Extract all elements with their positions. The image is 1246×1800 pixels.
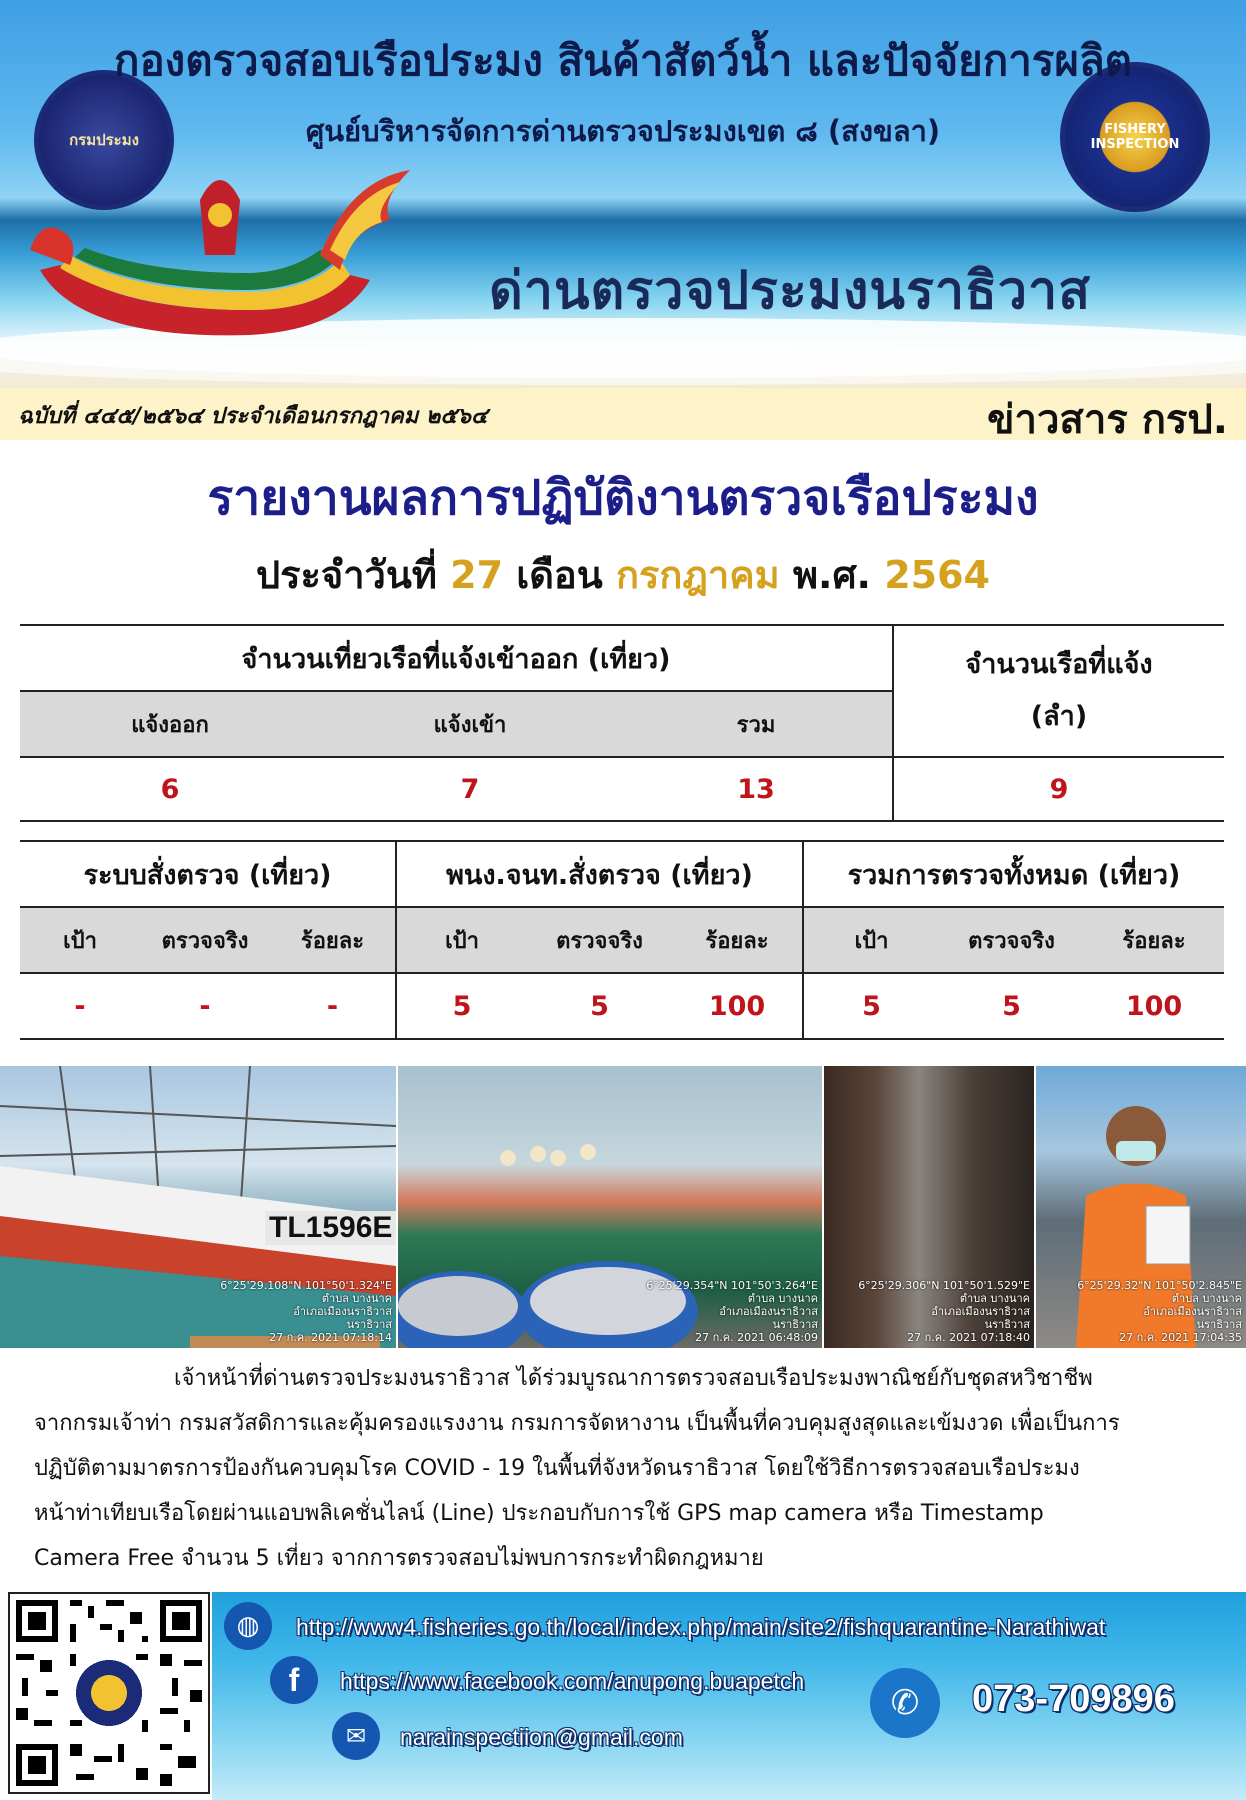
photo-fishing-boat <box>0 1066 396 1348</box>
total-percent: 100 <box>1084 973 1224 1039</box>
officer-actual: 5 <box>527 973 672 1039</box>
phone-number[interactable]: 073-709896 <box>972 1678 1175 1720</box>
qr-code[interactable] <box>8 1592 210 1794</box>
boats-header-line2: (ลำ) <box>1030 701 1088 732</box>
system-target: - <box>20 973 140 1039</box>
col-out-header: แจ้งออก <box>20 691 320 757</box>
percent-header: ร้อยละ <box>270 907 396 973</box>
office-name: ด่านตรวจประมงนราธิวาส <box>489 261 1091 321</box>
photo-crew-document <box>1036 1066 1246 1348</box>
report-date <box>0 544 1246 605</box>
gps-coords: 6°25'29.108"N 101°50'1.324"E <box>220 1279 392 1292</box>
gps-timestamp: 27 ก.ค. 2021 07:18:14 <box>269 1331 392 1344</box>
gps-stamp <box>858 1279 1030 1344</box>
email-icon: ✉ <box>332 1712 380 1760</box>
gps-stamp <box>220 1279 392 1344</box>
boats-header-line1: จำนวนเรือที่แจ้ง <box>965 649 1153 680</box>
contact-footer <box>212 1592 1246 1800</box>
system-actual: - <box>140 973 270 1039</box>
gps-district: อำเภอเมืองนราธิวาส <box>1143 1305 1242 1318</box>
body-line: Camera Free จำนวน 5 เที่ยว จากการตรวจสอบไม่พบการกระทำผิดกฎหมาย <box>34 1546 764 1571</box>
target-header: เป้า <box>20 907 140 973</box>
date-year-label: พ.ศ. <box>792 553 871 597</box>
group-title-total: รวมการตรวจทั้งหมด (เที่ยว) <box>803 841 1224 907</box>
percent-header: ร้อยละ <box>1084 907 1224 973</box>
gps-coords: 6°25'29.306"N 101°50'1.529"E <box>858 1279 1030 1292</box>
group-title-officer: พนง.จนท.สั่งตรวจ (เที่ยว) <box>396 841 803 907</box>
val-total: 13 <box>620 757 893 821</box>
gps-stamp <box>646 1279 818 1344</box>
gps-district: อำเภอเมืองนราธิวาส <box>293 1305 392 1318</box>
val-out: 6 <box>20 757 320 821</box>
issue-number: ฉบับที่ ๔๔๕/๒๕๖๔ ประจำเดือนกรกฎาคม ๒๕๖๔ <box>18 404 488 429</box>
gps-timestamp: 27 ก.ค. 2021 17:04:35 <box>1119 1331 1242 1344</box>
facebook-link[interactable]: https://www.facebook.com/anupong.buapetch <box>340 1668 805 1694</box>
date-day: 27 <box>450 553 504 597</box>
gps-timestamp: 27 ก.ค. 2021 06:48:09 <box>695 1331 818 1344</box>
gps-province: นราธิวาส <box>772 1318 818 1331</box>
gps-subdistrict: ตำบล บางนาค <box>321 1292 392 1305</box>
target-header: เป้า <box>396 907 527 973</box>
actual-header: ตรวจจริง <box>527 907 672 973</box>
globe-icon: ◍ <box>224 1602 272 1650</box>
total-target: 5 <box>803 973 939 1039</box>
gps-timestamp: 27 ก.ค. 2021 07:18:40 <box>907 1331 1030 1344</box>
korlae-boat-illustration <box>20 160 420 360</box>
hull-number: TL1596E <box>265 1211 396 1245</box>
date-prefix: ประจำวันที่ <box>255 553 437 597</box>
actual-header: ตรวจจริง <box>939 907 1084 973</box>
gps-province: นราธิวาส <box>984 1318 1030 1331</box>
percent-header: ร้อยละ <box>672 907 803 973</box>
col-total-header: รวม <box>620 691 893 757</box>
target-header: เป้า <box>803 907 939 973</box>
facebook-icon: f <box>270 1656 318 1704</box>
total-actual: 5 <box>939 973 1084 1039</box>
email-link[interactable]: narainspectiion@gmail.com <box>400 1724 683 1750</box>
officer-percent: 100 <box>672 973 803 1039</box>
logo-left-text: กรมประมง <box>69 131 139 149</box>
group-title-system: ระบบสั่งตรวจ (เที่ยว) <box>20 841 396 907</box>
actual-header: ตรวจจริง <box>140 907 270 973</box>
photo-hull-inspection <box>824 1066 1034 1348</box>
val-in: 7 <box>320 757 620 821</box>
date-month: กรกฎาคม <box>615 553 780 597</box>
body-line: ปฏิบัติตามมาตรการป้องกันควบคุมโรค COVID - 19 ในพื้นที่จังหวัดนราธิวาส โดยใช้วิธีการตรวจสอบเรือประมง <box>34 1456 1080 1481</box>
inspection-table <box>20 840 1224 1040</box>
gps-province: นราธิวาส <box>1196 1318 1242 1331</box>
date-month-label: เดือน <box>516 553 603 597</box>
system-percent: - <box>270 973 396 1039</box>
val-boats: 9 <box>893 757 1224 821</box>
gps-district: อำเภอเมืองนราธิวาส <box>719 1305 818 1318</box>
officer-target: 5 <box>396 973 527 1039</box>
qr-code-pattern <box>10 1594 208 1792</box>
gps-coords: 6°25'29.354"N 101°50'3.264"E <box>646 1279 818 1292</box>
phone-icon: ✆ <box>870 1668 940 1738</box>
organization-title: กองตรวจสอบเรือประมง สินค้าสัตว์น้ำ และปัจจัยการผลิต <box>114 36 1132 85</box>
gps-subdistrict: ตำบล บางนาค <box>959 1292 1030 1305</box>
logo-right-text: FISHERY INSPECTION <box>1090 122 1180 152</box>
website-link[interactable]: http://www4.fisheries.go.th/local/index.php/main/site2/fishquarantine-Narathiwat <box>296 1614 1106 1640</box>
trips-table <box>20 624 1224 822</box>
report-title: รายงานผลการปฏิบัติงานตรวจเรือประมง <box>207 470 1039 526</box>
boats-header <box>893 625 1224 757</box>
gps-province: นราธิวาส <box>346 1318 392 1331</box>
col-in-header: แจ้งเข้า <box>320 691 620 757</box>
news-label: ข่าวสาร กรป. <box>987 397 1228 443</box>
body-line <box>34 1356 1210 1401</box>
report-body <box>34 1356 1210 1581</box>
gps-subdistrict: ตำบล บางนาค <box>1171 1292 1242 1305</box>
body-line: หน้าท่าเทียบเรือโดยผ่านแอบพลิเคชั่นไลน์ (Line) ประกอบกับการใช้ GPS map camera หรือ Timestamp <box>34 1501 1044 1526</box>
gps-stamp <box>1077 1279 1242 1344</box>
gps-subdistrict: ตำบล บางนาค <box>747 1292 818 1305</box>
gps-coords: 6°25'29.32"N 101°50'2.845"E <box>1077 1279 1242 1292</box>
photo-fishing-nets <box>398 1066 822 1348</box>
body-line-1: เจ้าหน้าที่ด่านตรวจประมงนราธิวาส ได้ร่วมบูรณาการตรวจสอบเรือประมงพาณิชย์กับชุดสหวิชาชีพ <box>174 1366 1093 1391</box>
trips-header: จำนวนเที่ยวเรือที่แจ้งเข้าออก (เที่ยว) <box>20 625 893 691</box>
body-line: จากกรมเจ้าท่า กรมสวัสดิการและคุ้มครองแรงงาน กรมการจัดหางาน เป็นพื้นที่ควบคุมสูงสุดและเข้มงวด เพื่อเป็นการ <box>34 1411 1120 1436</box>
organization-subtitle: ศูนย์บริหารจัดการด่านตรวจประมงเขต ๘ (สงขลา) <box>305 114 941 148</box>
gps-district: อำเภอเมืองนราธิวาส <box>931 1305 1030 1318</box>
date-year: 2564 <box>884 553 990 597</box>
